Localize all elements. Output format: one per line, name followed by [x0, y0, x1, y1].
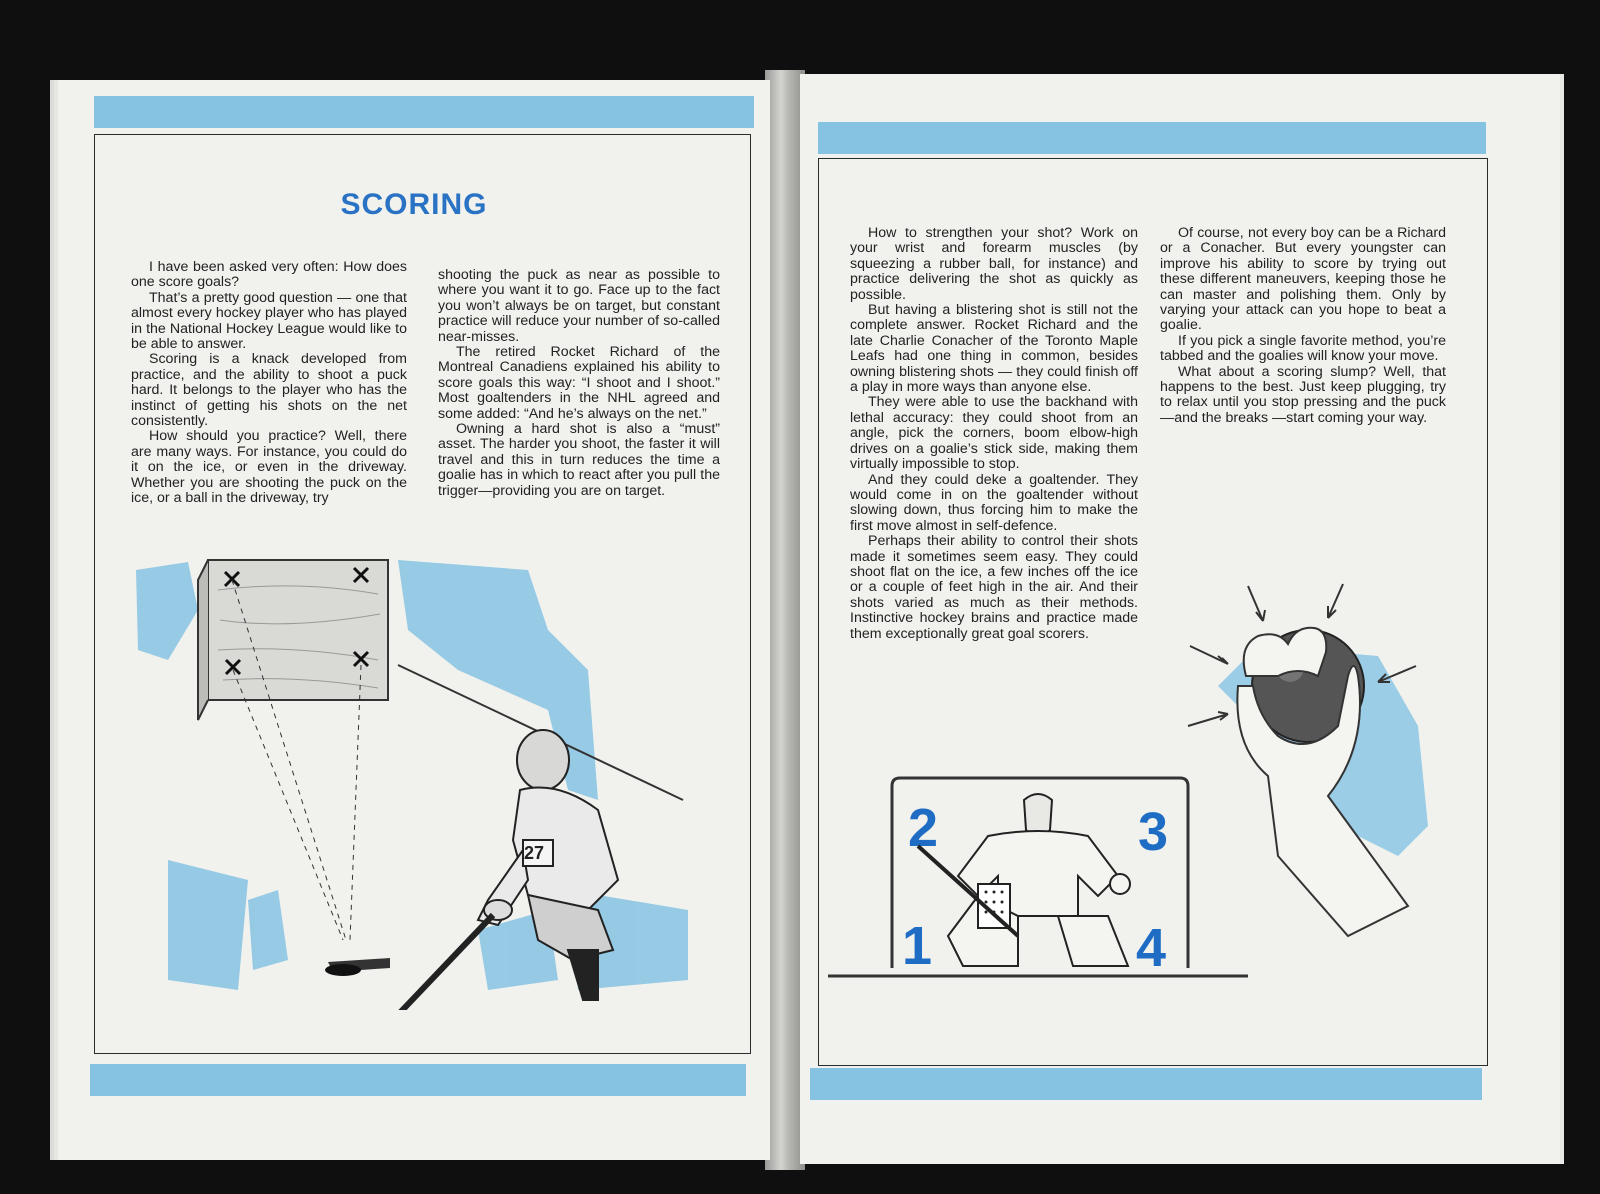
bottom-color-bar: [810, 1068, 1482, 1100]
paragraph: Of course, not every boy can be a Richard or a Conacher. But every youngster can improve his ability to score by trying out these different maneuvers, keeping those he can master and polishing them. Only by varying your attack can you hope to beat a goalie.: [1160, 225, 1446, 334]
paragraph: What about a scoring slump? Well, that happens to the best. Just keep plugging, try to relax until you stop pressing and the puck—and the breaks —start coming your way.: [1160, 363, 1446, 426]
text-column-1: [131, 260, 407, 507]
goalie-figure: [918, 794, 1130, 966]
left-page: [58, 80, 770, 1160]
paragraph: That’s a pretty good question — one that almost every hockey player who has played in the National Hockey League would like to be able to answer.: [131, 289, 407, 353]
puck: [325, 964, 361, 976]
paragraph: shooting the puck as near as possible to where you want it to go. Face up to the fact you won’t always be on target, but constant practice will reduce your number of so-called near-misses.: [438, 267, 720, 345]
paragraph: If you pick a single favorite method, you’re tabbed and the goalies will know your move.: [1160, 332, 1446, 365]
text-column-2: [438, 268, 720, 499]
page-title: SCORING: [340, 188, 488, 221]
corner-number-2: 2: [908, 798, 939, 858]
jersey-number: 27: [524, 843, 545, 863]
top-color-bar: [818, 122, 1486, 154]
paragraph: I have been asked very often: How does one score goals?: [131, 259, 407, 291]
paragraph: How to strengthen your shot? Work on your wrist and forearm muscles (by squeezing a rubber ball, for instance) and practice delivering the shot as quickly as possible.: [850, 225, 1138, 303]
goalie-net-diagram: [828, 766, 1258, 1006]
shooting-practice-illustration: [128, 550, 688, 1010]
paragraph: But having a blistering shot is still not the complete answer. Rocket Richard and the late Charlie Conacher of the Toronto Maple Leafs had one thing in common, besides owning blistering shots — they could finish off a play in more ways than anyone else.: [850, 302, 1138, 396]
booklet-spine: [765, 70, 805, 1170]
bottom-color-bar: [90, 1064, 746, 1096]
corner-number-1: 1: [902, 916, 933, 976]
text-column-1: [850, 226, 1138, 642]
paragraph: They were able to use the backhand with lethal accuracy: they could shoot from an angle, pick the corners, boom elbow-high drives on a goalie’s stick side, making them virtually impossible to stop.: [850, 394, 1138, 473]
corner-number-4: 4: [1136, 918, 1167, 978]
paragraph: The retired Rocket Richard of the Montreal Canadiens explained his ability to score goals this way: “I shoot and I shoot.” Most goaltenders in the NHL agreed and some added: “And he’s always on the net.”: [438, 344, 720, 422]
paragraph: Scoring is a knack developed from practice, and the ability to shoot a puck hard. It belongs to the player who has the instinct of getting his shots on the net consistently.: [131, 351, 407, 430]
top-color-bar: [94, 96, 754, 128]
right-page: [800, 74, 1560, 1164]
paragraph: And they could deke a goaltender. They would come in on the goaltender without slowing down, thus forcing him to make the first move almost in self-defence.: [850, 471, 1138, 534]
paragraph: Perhaps their ability to control their shots made it sometimes seem easy. They could shoot flat on the ice, a few inches off the ice or a couple of feet high in the air. And their shots varied as much as their methods. Instinctive hockey brains and practice made them exceptionally great goal scorers.: [850, 533, 1138, 642]
paragraph: How should you practice? Well, there are many ways. For instance, you could do it on the ice, or even in the driveway. Whether you are shooting the puck on the ice, or a ball in the driveway, try: [131, 428, 407, 507]
text-column-2: [1160, 226, 1446, 426]
paragraph: Owning a hard shot is also a “must” asset. The harder you shoot, the faster it will travel and this in turn reduces the time a goalie has in which to react after you pull the trigger—providing you are on target.: [438, 421, 720, 499]
corner-number-3: 3: [1138, 802, 1169, 862]
